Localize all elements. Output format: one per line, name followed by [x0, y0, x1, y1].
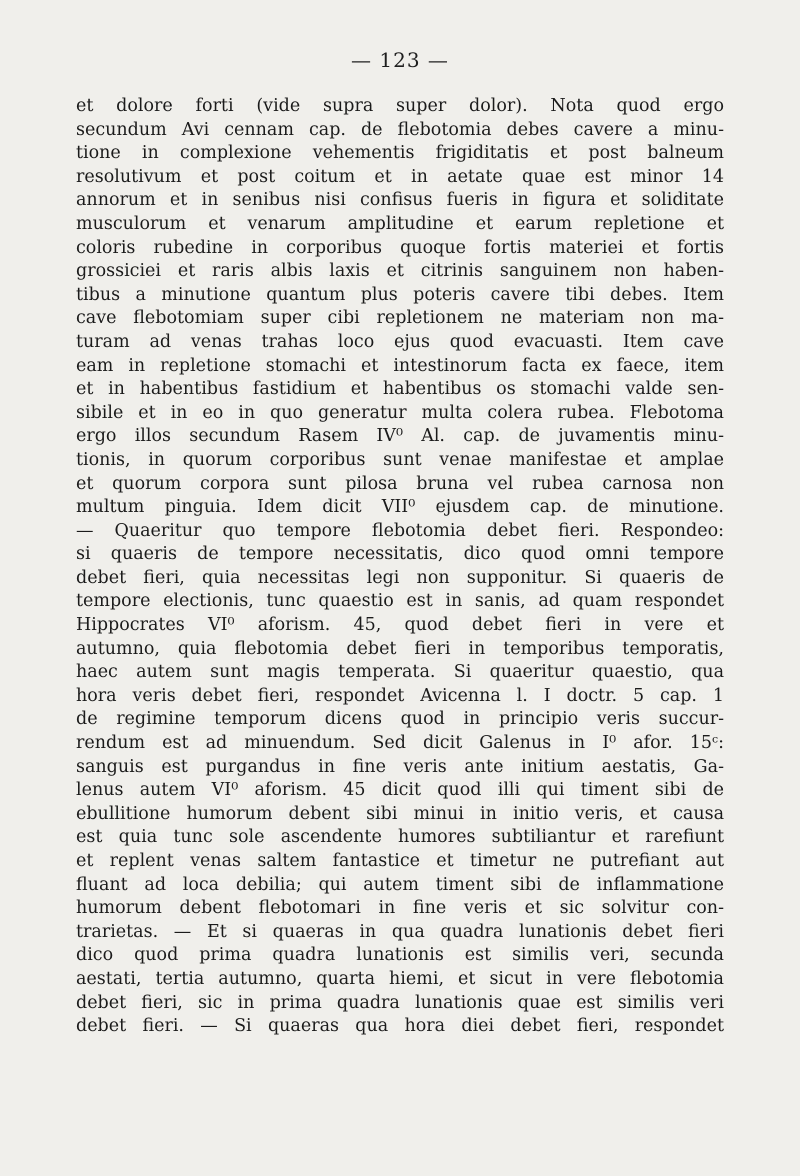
text-line: humorum debent flebotomari in fine veris et sic solvitur con- — [76, 898, 724, 919]
text-line: debet fieri, sic in prima quadra lunationis quae est similis veri — [76, 992, 724, 1013]
text-line: lenus autem VI⁰ aforism. 45 dicit quod illi qui timent sibi de — [76, 780, 724, 801]
text-line: musculorum et venarum amplitudine et earum repletione et — [76, 213, 724, 234]
text-line: dico quod prima quadra lunationis est similis veri, secunda — [76, 945, 724, 966]
text-line: de regimine temporum dicens quod in principio veris succur- — [76, 709, 724, 730]
text-line: eam in repletione stomachi et intestinorum facta ex faece, item — [76, 355, 724, 376]
text-line: est quia tunc sole ascendente humores subtiliantur et rarefiunt — [76, 827, 724, 848]
text-line: et in habentibus fastidium et habentibus os stomachi valde sen- — [76, 379, 724, 400]
text-line: secundum Avi cennam cap. de flebotomia debes cavere a minu- — [76, 119, 724, 140]
text-line: et dolore forti (vide supra super dolor). Nota quod ergo — [76, 96, 724, 116]
body-text — [76, 95, 724, 1039]
text-line: haec autem sunt magis temperata. Si quaeritur quaestio, qua — [76, 662, 724, 683]
text-line: autumno, quia flebotomia debet fieri in temporibus temporatis, — [76, 638, 724, 659]
text-line: resolutivum et post coitum et in aetate quae est minor 14 — [76, 166, 724, 187]
text-line: multum pinguia. Idem dicit VII⁰ ejusdem cap. de minutione. — [76, 497, 724, 518]
text-line: grossiciei et raris albis laxis et citrinis sanguinem non haben- — [76, 261, 724, 282]
text-line: tionis, in quorum corporibus sunt venae manifestae et amplae — [76, 449, 724, 470]
text-line: sibile et in eo in quo generatur multa colera rubea. Flebotoma — [76, 402, 724, 423]
text-line: turam ad venas trahas loco ejus quod evacuasti. Item cave — [76, 331, 724, 352]
text-line: tione in complexione vehementis frigiditatis et post balneum — [76, 143, 724, 164]
text-line: tibus a minutione quantum plus poteris cavere tibi debes. Item — [76, 284, 724, 305]
text-line: — Quaeritur quo tempore flebotomia debet fieri. Respondeo: — [76, 520, 724, 541]
text-line: coloris rubedine in corporibus quoque fortis materiei et fortis — [76, 237, 724, 258]
text-line: fluant ad loca debilia; qui autem timent sibi de inflammatione — [76, 874, 724, 895]
text-line: si quaeris de tempore necessitatis, dico quod omni tempore — [76, 544, 724, 565]
text-line: trarietas. — Et si quaeras in qua quadra lunationis debet fieri — [76, 921, 724, 942]
text-line: debet fieri. — Si quaeras qua hora diei debet fieri, respondet — [76, 1016, 724, 1037]
text-line: annorum et in senibus nisi confisus fueris in figura et soliditate — [76, 190, 724, 211]
page-number: — 123 — — [351, 48, 449, 72]
text-line: et quorum corpora sunt pilosa bruna vel rubea carnosa non — [76, 473, 724, 494]
text-line: et replent venas saltem fantastice et timetur ne putrefiant aut — [76, 851, 724, 871]
text-line: Hippocrates VI⁰ aforism. 45, quod debet fieri in vere et — [76, 615, 724, 636]
text-line: hora veris debet fieri, respondet Avicenna l. I doctr. 5 cap. 1 — [76, 685, 724, 706]
text-line: cave flebotomiam super cibi repletionem ne materiam non ma- — [76, 308, 724, 329]
text-line: ebullitione humorum debent sibi minui in initio veris, et causa — [76, 803, 724, 824]
text-line: debet fieri, quia necessitas legi non supponitur. Si quaeris de — [76, 567, 724, 588]
text-line: aestati, tertia autumno, quarta hiemi, et sicut in vere flebotomia — [76, 968, 724, 989]
text-line: rendum est ad minuendum. Sed dicit Galenus in I⁰ afor. 15ᶜ: — [76, 733, 724, 754]
text-line: ergo illos secundum Rasem IV⁰ Al. cap. de juvamentis minu- — [76, 426, 724, 447]
text-line: tempore electionis, tunc quaestio est in sanis, ad quam respondet — [76, 591, 724, 612]
text-line: sanguis est purgandus in fine veris ante initium aestatis, Ga- — [76, 756, 724, 777]
